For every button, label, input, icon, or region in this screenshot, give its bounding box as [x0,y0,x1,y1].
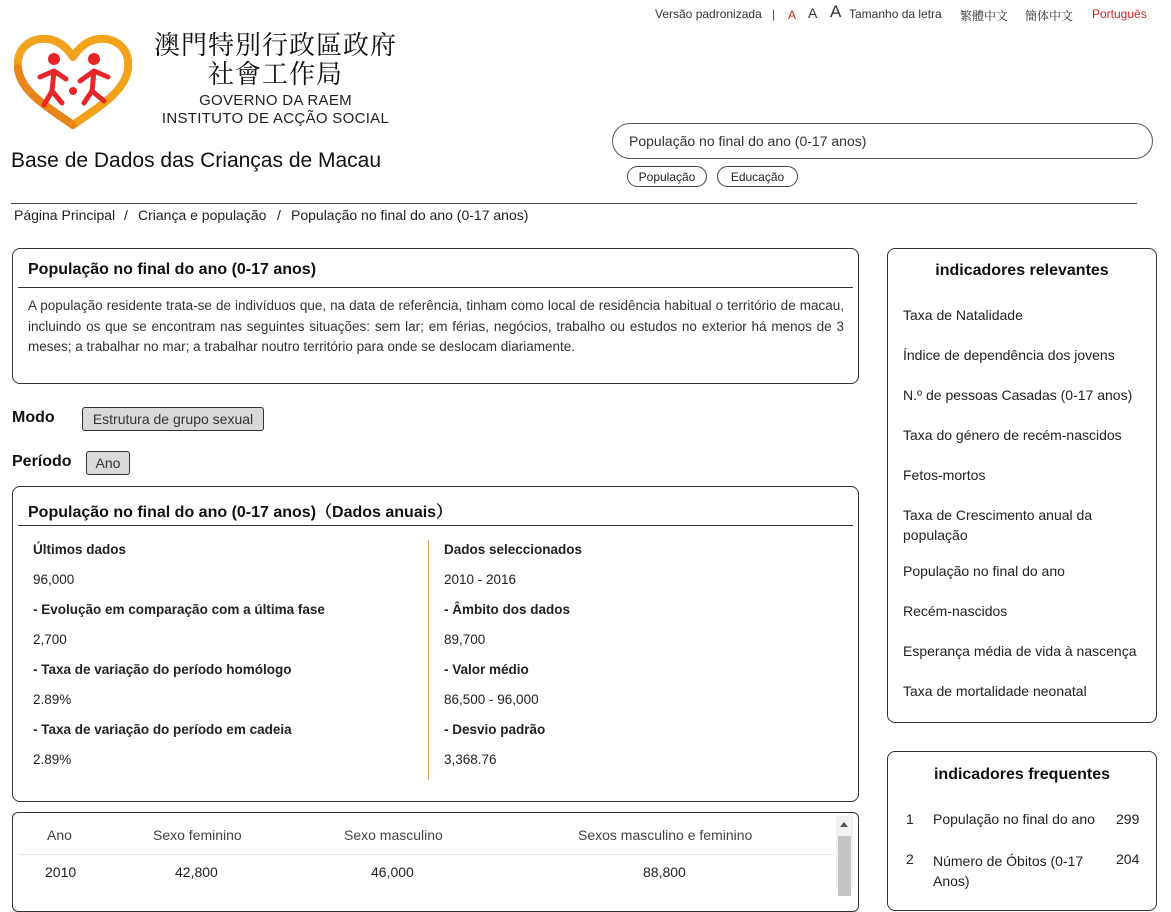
breadcrumb-sep: / [124,207,128,223]
breadcrumb-category[interactable]: Criança e população [138,207,267,223]
topbar-separator: | [772,7,776,21]
search-input[interactable] [612,123,1153,159]
relevant-item[interactable]: Taxa de Natalidade [903,307,1023,323]
frequent-rank: 1 [906,811,914,827]
site-title: Base de Dados das Crianças de Macau [11,149,382,172]
tag-educacao[interactable]: Educação [717,166,798,187]
evolution-label: - Evolução em comparação com a última fase [33,602,325,617]
latest-data-label: Últimos dados [33,542,127,557]
table-header-year: Ano [47,827,72,843]
org-portuguese-name: GOVERNO DA RAEM INSTITUTO DE ACÇÃO SOCIAL [161,92,390,127]
definition-title: População no final do ano (0-17 anos) [28,261,317,278]
relevant-item[interactable]: N.º de pessoas Casadas (0-17 anos) [903,387,1133,403]
chain-rate-label: - Taxa de variação do período em cadeia [33,722,292,737]
breadcrumb-home[interactable]: Página Principal [14,207,116,223]
lang-traditional-link[interactable]: 繁體中文 [960,9,1009,23]
breadcrumb-current: População no final do ano (0-17 anos) [291,207,529,223]
yoy-rate-value: 2.89% [33,692,72,707]
lang-simplified-link[interactable]: 簡体中文 [1025,9,1074,23]
relevant-indicators-title: indicadores relevantes [935,262,1109,279]
evolution-value: 2,700 [33,632,67,647]
mode-option-button[interactable]: Estrutura de grupo sexual [82,407,264,431]
font-size-medium-button[interactable]: A [808,5,818,21]
font-size-label: Tamanho da letra [849,7,942,21]
frequent-count: 204 [1116,851,1140,867]
relevant-item[interactable]: Taxa de Crescimento anual da população [903,507,1093,543]
selected-data-label: Dados seleccionados [444,542,583,557]
latest-data-value: 96,000 [33,572,75,587]
table-header-male: Sexo masculino [344,827,443,843]
table-scrollbar[interactable] [836,816,853,889]
frequent-name[interactable]: População no final do ano [933,811,1095,827]
table-header-divider [18,854,834,855]
chain-rate-value: 2.89% [33,752,72,767]
relevant-item[interactable]: Recém-nascidos [903,603,1008,619]
breadcrumb-sep: / [277,207,281,223]
frequent-indicators-title: indicadores frequentes [933,766,1111,783]
frequent-count: 299 [1116,811,1140,827]
font-size-large-button[interactable]: A [830,2,842,21]
mean-value: 86,500 - 96,000 [444,692,539,707]
relevant-item[interactable]: Esperança média de vida à nascença [903,643,1137,659]
selected-data-value: 2010 - 2016 [444,572,517,587]
relevant-item[interactable]: Fetos-mortos [903,467,986,483]
table-cell-female: 42,800 [175,864,218,880]
scroll-up-icon[interactable] [840,822,848,827]
ias-logo-icon[interactable] [14,33,132,131]
tag-populacao[interactable]: População [627,166,707,187]
period-label: Período [12,453,72,470]
stats-column-divider [428,540,429,780]
relevant-item[interactable]: Índice de dependência dos jovens [903,347,1115,363]
top-utility-bar [650,2,1160,23]
header-divider [11,203,1137,204]
relevant-item[interactable]: Taxa do género de recém-nascidos [903,427,1122,443]
std-dev-label: - Desvio padrão [444,722,546,737]
table-header-both: Sexos masculino e feminino [578,827,753,843]
frequent-name[interactable]: Número de Óbitos (0-17 Anos) [933,853,1084,889]
table-cell-year: 2010 [45,864,77,880]
table-header-female: Sexo feminino [153,827,242,843]
mean-label: - Valor médio [444,662,529,677]
yoy-rate-label: - Taxa de variação do período homólogo [33,662,292,677]
period-option-button[interactable]: Ano [86,451,130,475]
stats-panel [12,486,859,802]
mode-label: Modo [12,409,55,426]
stats-title: População no final do ano (0-17 anos)（Dados anuais） [28,504,453,521]
lang-portuguese-link[interactable]: Português [1092,7,1147,21]
data-range-value: 89,700 [444,632,486,647]
stats-divider [18,525,853,526]
scrollbar-thumb[interactable] [838,836,851,896]
definition-text: A população residente trata-se de indivíduos que, na data de referência, tinham como local de residência habitual o território de macau, incluindo os que se encontram nas seguintes situações: sem lar; em férias, negócios, trabalho ou estudos no exterior há menos de 3 meses; a trabalhar no mar; a trabalhar noutro território para onde se deslocam diariamente. [28,298,844,354]
table-cell-both: 88,800 [643,864,686,880]
font-size-small-button[interactable]: A [788,8,797,22]
definition-divider [18,287,853,288]
frequent-rank: 2 [906,851,914,867]
table-cell-male: 46,000 [371,864,414,880]
data-range-label: - Âmbito dos dados [444,602,570,617]
standard-version-link[interactable]: Versão padronizada [655,7,762,21]
relevant-item[interactable]: Taxa de mortalidade neonatal [903,683,1087,699]
relevant-item[interactable]: População no final do ano [903,563,1065,579]
std-dev-value: 3,368.76 [444,752,497,767]
org-chinese-name: 澳門特別行政區政府 社會工作局 [153,31,397,90]
